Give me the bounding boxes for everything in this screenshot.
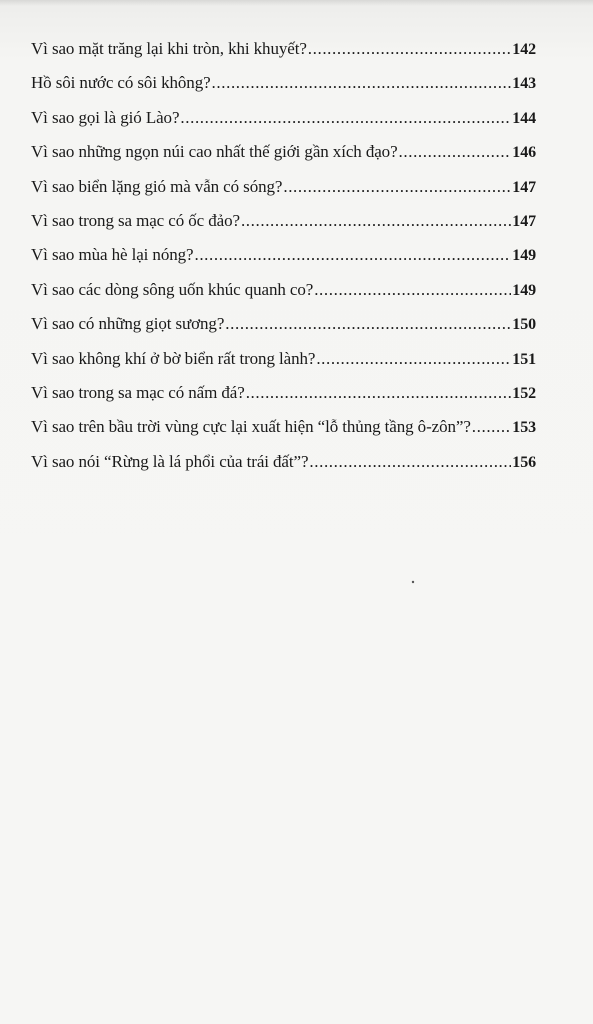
toc-page-number: 151: [512, 350, 536, 368]
toc-entry-title: Vì sao những ngọn núi cao nhất thế giới gần xích đạo?: [31, 142, 398, 162]
toc-entry-title: Vì sao mùa hè lại nóng?: [31, 245, 194, 265]
toc-page-number: 149: [512, 281, 536, 299]
toc-page-number: 150: [512, 316, 536, 334]
toc-page-number: 143: [512, 75, 536, 93]
toc-page-number: 152: [512, 384, 536, 402]
paper-speck: [412, 581, 414, 583]
toc-page-number: 156: [512, 453, 536, 471]
toc-entry-title: Hồ sôi nước có sôi không?: [31, 73, 211, 93]
toc-page-number: 147: [512, 178, 536, 196]
toc-entry-title: Vì sao trong sa mạc có nấm đá?: [31, 382, 245, 402]
toc-page-number: 146: [512, 144, 536, 162]
toc-entry-title: Vì sao nói “Rừng là lá phổi của trái đất”?: [31, 451, 309, 471]
toc-entry-title: Vì sao có những giọt sương?: [31, 314, 225, 334]
toc-entry-title: Vì sao trên bầu trời vùng cực lại xuất hiện “lỗ thủng tầng ô-zôn”?: [31, 417, 471, 437]
toc-page-number: 144: [512, 109, 536, 127]
toc-entry-title: Vì sao trong sa mạc có ốc đảo?: [31, 210, 240, 230]
toc-page-number: 147: [512, 212, 536, 230]
toc-entry-title: Vì sao gọi là gió Lào?: [31, 107, 180, 127]
toc-entry-title: Vì sao các dòng sông uốn khúc quanh co?: [31, 279, 314, 299]
toc-page-number: 149: [512, 247, 536, 265]
toc-page-number: 153: [512, 419, 536, 437]
toc-entry-title: Vì sao biển lặng gió mà vẫn có sóng?: [31, 176, 283, 196]
toc-entry-title: Vì sao không khí ở bờ biển rất trong lành?: [31, 348, 316, 368]
toc-page-number: 142: [512, 41, 536, 58]
toc-entry-title: Vì sao mặt trăng lại khi tròn, khi khuyết?: [31, 39, 307, 58]
